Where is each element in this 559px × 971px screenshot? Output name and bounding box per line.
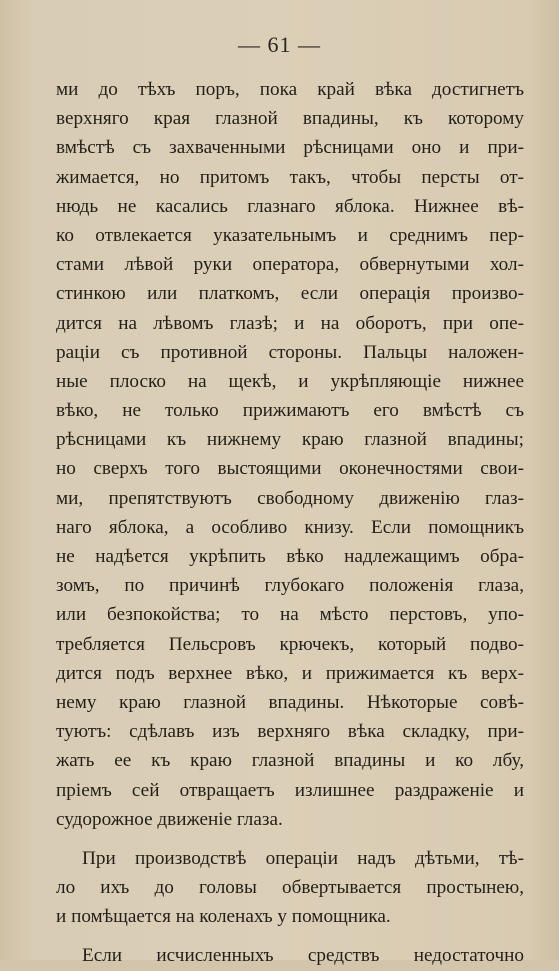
paragraph-1 xyxy=(56,75,524,834)
text-line: жать ее къ краю глазной впадины и ко лбу, xyxy=(56,750,524,772)
text-line: Если исчисленныхъ средствъ недостаточно xyxy=(82,945,524,967)
text-line: пріемъ сей отвращаетъ излишнее раздраженіе и xyxy=(56,779,524,801)
text-line: ми, препятствуютъ свободному движенію глаз- xyxy=(56,487,524,509)
text-line: При производствѣ операціи надъ дѣтьми, тѣ- xyxy=(82,847,524,869)
text-line: требляется Пельсровъ крючекъ, который подво- xyxy=(56,633,524,655)
text-line: нему краю глазной впадины. Нѣкоторые совѣ- xyxy=(56,691,524,713)
paragraph-2 xyxy=(56,844,524,932)
paragraph-3 xyxy=(56,941,524,970)
text-line: наго яблока, а особливо книзу. Если помощникъ xyxy=(56,516,524,538)
text-line: ло ихъ до головы обвертывается простынею, xyxy=(56,877,524,899)
text-line: вѣко, не только прижимаютъ его вмѣстѣ съ xyxy=(56,400,524,422)
body-text xyxy=(56,75,524,971)
text-line: и помѣщается на коленахъ у помощника. xyxy=(56,906,391,928)
text-line: рѣсницами къ нижнему краю глазной впадины; xyxy=(56,429,524,451)
text-line: стинкою или платкомъ, если операція произво- xyxy=(56,283,524,305)
text-line: дится на лѣвомъ глазѣ; и на оборотъ, при опе- xyxy=(56,312,524,334)
text-line: но сверхъ того выстоящими оконечностями свои- xyxy=(56,458,524,480)
text-line: нюдь не касались глазнаго яблока. Нижнее вѣ- xyxy=(56,195,524,217)
paragraph-spacer xyxy=(56,834,524,844)
text-line: ные плоско на щекѣ, и укрѣпляющіе нижнее xyxy=(56,370,524,392)
text-line: судорожное движеніе глаза. xyxy=(56,808,283,830)
text-line: верхняго края глазной впадины, къ которому xyxy=(56,108,524,130)
text-line: жимается, но притомъ такъ, чтобы персты от- xyxy=(56,166,524,188)
text-line: ко отвлекается указательнымъ и среднимъ пер- xyxy=(56,224,524,246)
text-line: или безпокойства; то на мѣсто перстовъ, упо- xyxy=(56,604,524,626)
text-line: дится подъ верхнее вѣко, и прижимается къ верх- xyxy=(56,662,524,684)
page-number: — 61 — xyxy=(238,32,321,57)
paragraph-spacer xyxy=(56,931,524,941)
text-line: туютъ: сдѣлавъ изъ верхняго вѣка складку, при- xyxy=(56,721,524,743)
text-line: вмѣстѣ съ захваченными рѣсницами оно и при- xyxy=(56,137,524,159)
text-line: стами лѣвой руки оператора, обвернутыми хол- xyxy=(56,254,524,276)
text-line: не надѣется укрѣпить вѣко надлежащимъ обра- xyxy=(56,546,524,567)
text-line: зомъ, по причинѣ глубокаго положенія глаза, xyxy=(56,575,524,597)
text-line: раціи съ противной стороны. Пальцы наложен- xyxy=(56,341,524,363)
text-line: ми до тѣхъ поръ, пока край вѣка достигнетъ xyxy=(56,79,524,100)
